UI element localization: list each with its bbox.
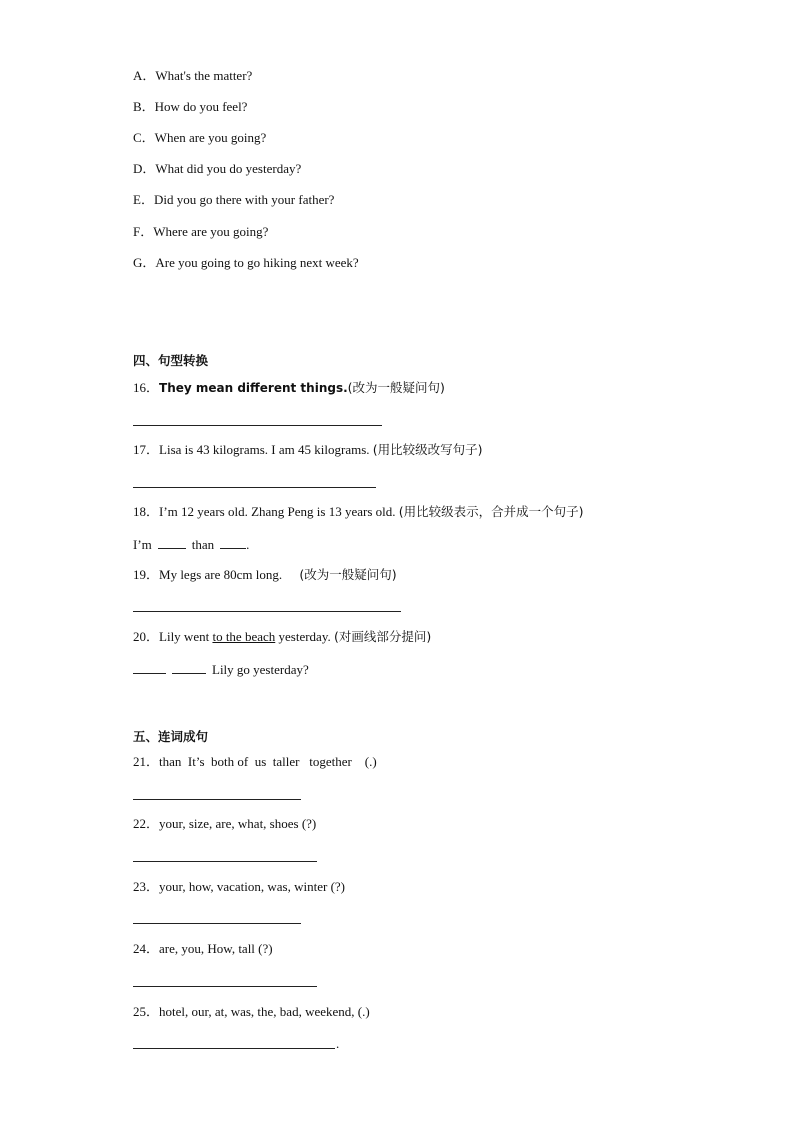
- answer-line-19[interactable]: [133, 611, 401, 612]
- answer-line-25[interactable]: [133, 1048, 335, 1049]
- question-instruction: (改为一般疑问句): [299, 567, 397, 582]
- question-text: They mean different things.: [159, 381, 348, 395]
- option-g: [133, 255, 359, 271]
- question-16: [133, 380, 445, 396]
- question-number: 22．: [133, 816, 160, 831]
- option-letter: G．: [133, 255, 156, 270]
- question-text: I’m 12 years old. Zhang Peng is 13 years old.: [159, 504, 399, 519]
- question-text: than It’s both of us taller together (.): [159, 754, 377, 769]
- question-instruction: (用比较级改写句子): [372, 442, 483, 457]
- answer-line-22[interactable]: [133, 861, 317, 862]
- underlined-phrase: to the beach: [212, 629, 276, 644]
- question-text: My legs are 80cm long.: [159, 567, 286, 582]
- question-number: 20．: [133, 629, 160, 644]
- question-number: 18．: [133, 504, 160, 519]
- question-24: [133, 941, 273, 957]
- question-text: Lisa is 43 kilograms. I am 45 kilograms.: [159, 442, 373, 457]
- fill-word: I’m: [133, 537, 152, 552]
- question-18: [133, 504, 584, 520]
- question-number: 25．: [133, 1004, 160, 1019]
- option-letter: B．: [133, 99, 155, 114]
- fill-end: .: [246, 537, 250, 552]
- question-number: 17．: [133, 442, 160, 457]
- option-text: How do you feel?: [154, 99, 248, 114]
- question-text: your, size, are, what, shoes (?): [159, 816, 317, 831]
- option-text: Are you going to go hiking next week?: [155, 255, 359, 270]
- option-text: Did you go there with your father?: [153, 192, 335, 207]
- blank-18a[interactable]: [158, 536, 186, 549]
- option-b: [133, 99, 247, 115]
- question-number: 24．: [133, 941, 160, 956]
- question-19: [133, 567, 397, 583]
- blank-20b[interactable]: [172, 661, 206, 674]
- question-text: hotel, our, at, was, the, bad, weekend, (.): [159, 1004, 370, 1019]
- option-letter: F．: [133, 224, 154, 239]
- answer-line-16[interactable]: [133, 425, 382, 426]
- question-text: your, how, vacation, was, winter (?): [159, 879, 346, 894]
- option-d: [133, 161, 301, 177]
- question-21: [133, 754, 377, 770]
- fill-word: than: [191, 537, 215, 552]
- question-text-post: yesterday.: [275, 629, 334, 644]
- question-instruction: (对画线部分提问): [333, 629, 432, 644]
- option-letter: C．: [133, 130, 155, 145]
- fill-line-20: [133, 661, 309, 678]
- option-text: When are you going?: [154, 130, 267, 145]
- option-letter: D．: [133, 161, 156, 176]
- answer-line-17[interactable]: [133, 487, 376, 488]
- fill-line-18: [133, 536, 249, 553]
- question-20: [133, 629, 431, 645]
- answer-line-21[interactable]: [133, 799, 301, 800]
- option-a: [133, 68, 252, 84]
- question-number: 19．: [133, 567, 160, 582]
- question-25: [133, 1004, 370, 1020]
- question-number: 23．: [133, 879, 160, 894]
- option-c: [133, 130, 266, 146]
- question-number: 21．: [133, 754, 160, 769]
- option-text: Where are you going?: [153, 224, 269, 239]
- option-f: [133, 224, 268, 240]
- question-22: [133, 816, 316, 832]
- answer-line-23[interactable]: [133, 923, 301, 924]
- option-text: What did you do yesterday?: [155, 161, 302, 176]
- question-17: [133, 442, 483, 458]
- option-text: What's the matter?: [155, 68, 253, 83]
- question-text: are, you, How, tall (?): [159, 941, 273, 956]
- option-letter: E．: [133, 192, 154, 207]
- blank-20a[interactable]: [133, 661, 166, 674]
- blank-18b[interactable]: [220, 536, 246, 549]
- answer-end-25: .: [336, 1036, 340, 1051]
- section-4-title: 四、句型转换: [133, 353, 209, 368]
- question-instruction: (用比较级表示，合并成一个句子): [398, 504, 584, 519]
- question-text-pre: Lily went: [159, 629, 213, 644]
- option-letter: A．: [133, 68, 156, 83]
- question-instruction: (改为一般疑问句): [347, 380, 445, 395]
- option-e: [133, 192, 334, 208]
- section-5-title: 五、连词成句: [133, 729, 209, 744]
- answer-line-24[interactable]: [133, 986, 317, 987]
- question-number: 16．: [133, 380, 160, 395]
- question-23: [133, 879, 345, 895]
- fill-text: Lily go yesterday?: [212, 662, 309, 677]
